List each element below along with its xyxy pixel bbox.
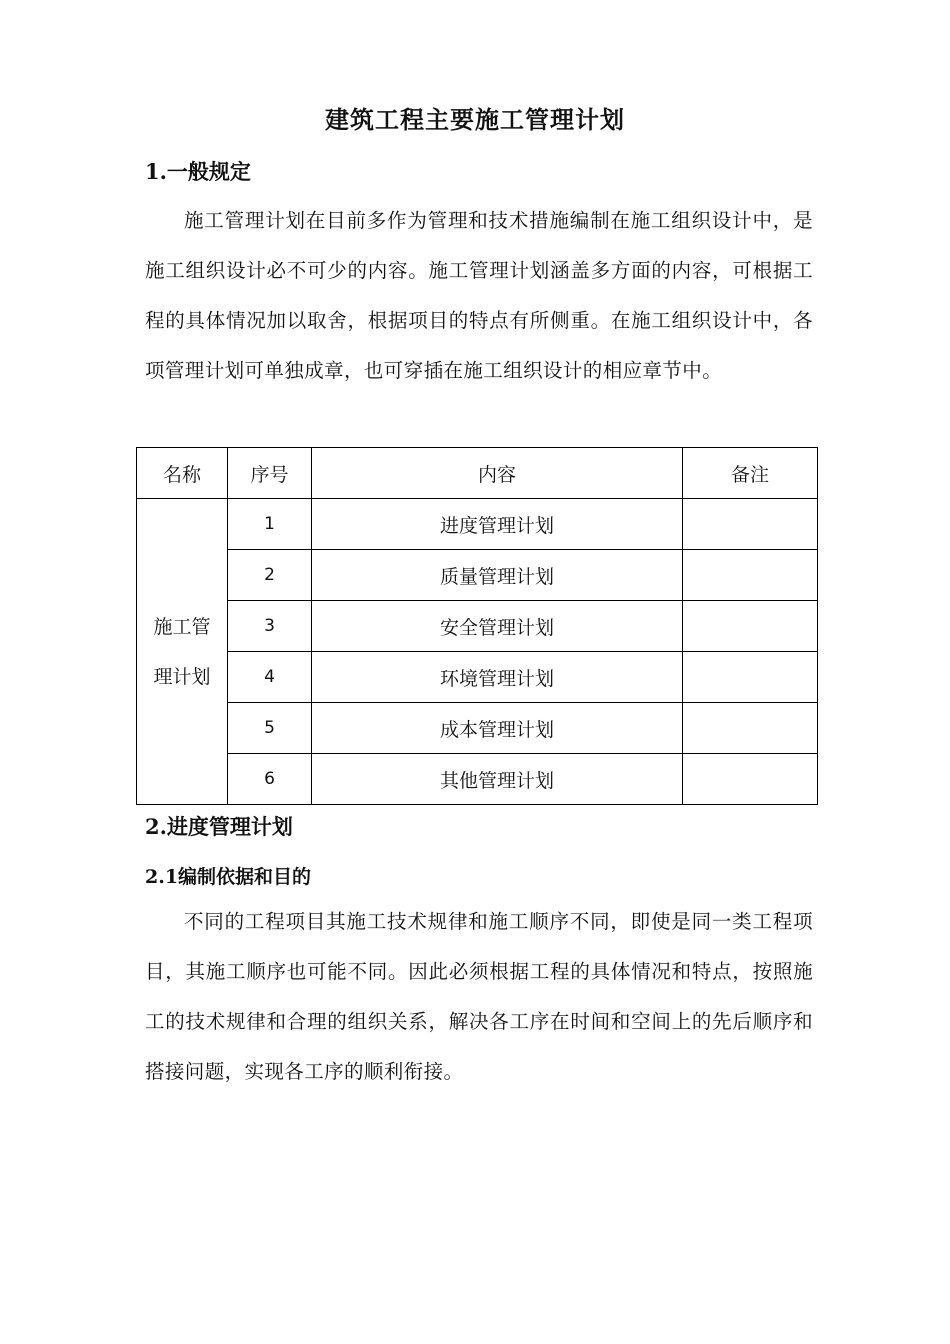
seq-cell: 6 <box>228 754 312 805</box>
table-row <box>137 703 818 754</box>
document-title: 建筑工程主要施工管理计划 <box>325 105 625 134</box>
content-cell: 进度管理计划 <box>312 499 683 550</box>
header-content: 内容 <box>312 448 683 499</box>
seq-cell: 1 <box>228 499 312 550</box>
section-2-1-paragraph: 不同的工程项目其施工技术规律和施工顺序不同，即使是同一类工程项目，其施工顺序也可能不同。因此必须根据工程的具体情况和特点，按照施工的技术规律和合理的组织关系，解决各工序在时间和空间上的先后顺序和搭接问题，实现各工序的顺利衔接。 <box>145 910 813 1083</box>
seq-cell: 2 <box>228 550 312 601</box>
table-row <box>137 754 818 805</box>
group-name-cell <box>137 499 228 805</box>
remark-cell <box>683 499 818 550</box>
content-cell: 成本管理计划 <box>312 703 683 754</box>
remark-cell <box>683 601 818 652</box>
management-plan-table <box>136 447 818 805</box>
seq-cell: 4 <box>228 652 312 703</box>
table-row <box>137 601 818 652</box>
content-cell: 质量管理计划 <box>312 550 683 601</box>
remark-cell <box>683 652 818 703</box>
remark-cell <box>683 703 818 754</box>
section-1-heading: 1.一般规定 <box>145 159 251 184</box>
remark-cell <box>683 754 818 805</box>
section-2-1-heading: 2.1编制依据和目的 <box>145 866 312 888</box>
seq-cell: 3 <box>228 601 312 652</box>
table-row <box>137 652 818 703</box>
content-cell: 其他管理计划 <box>312 754 683 805</box>
group-name-label: 施工管理计划 <box>153 615 211 688</box>
content-cell: 安全管理计划 <box>312 601 683 652</box>
table-row <box>137 550 818 601</box>
header-remark: 备注 <box>683 448 818 499</box>
seq-cell: 5 <box>228 703 312 754</box>
header-name: 名称 <box>137 448 228 499</box>
section-1-paragraph: 施工管理计划在目前多作为管理和技术措施编制在施工组织设计中，是施工组织设计必不可少的内容。施工管理计划涵盖多方面的内容，可根据工程的具体情况加以取舍，根据项目的特点有所侧重。在施工组织设计中，各项管理计划可单独成章，也可穿插在施工组织设计的相应章节中。 <box>145 209 813 382</box>
header-seq: 序号 <box>228 448 312 499</box>
table-row <box>137 499 818 550</box>
table-header-row <box>137 448 818 499</box>
remark-cell <box>683 550 818 601</box>
section-2-heading: 2.进度管理计划 <box>145 814 293 839</box>
content-cell: 环境管理计划 <box>312 652 683 703</box>
